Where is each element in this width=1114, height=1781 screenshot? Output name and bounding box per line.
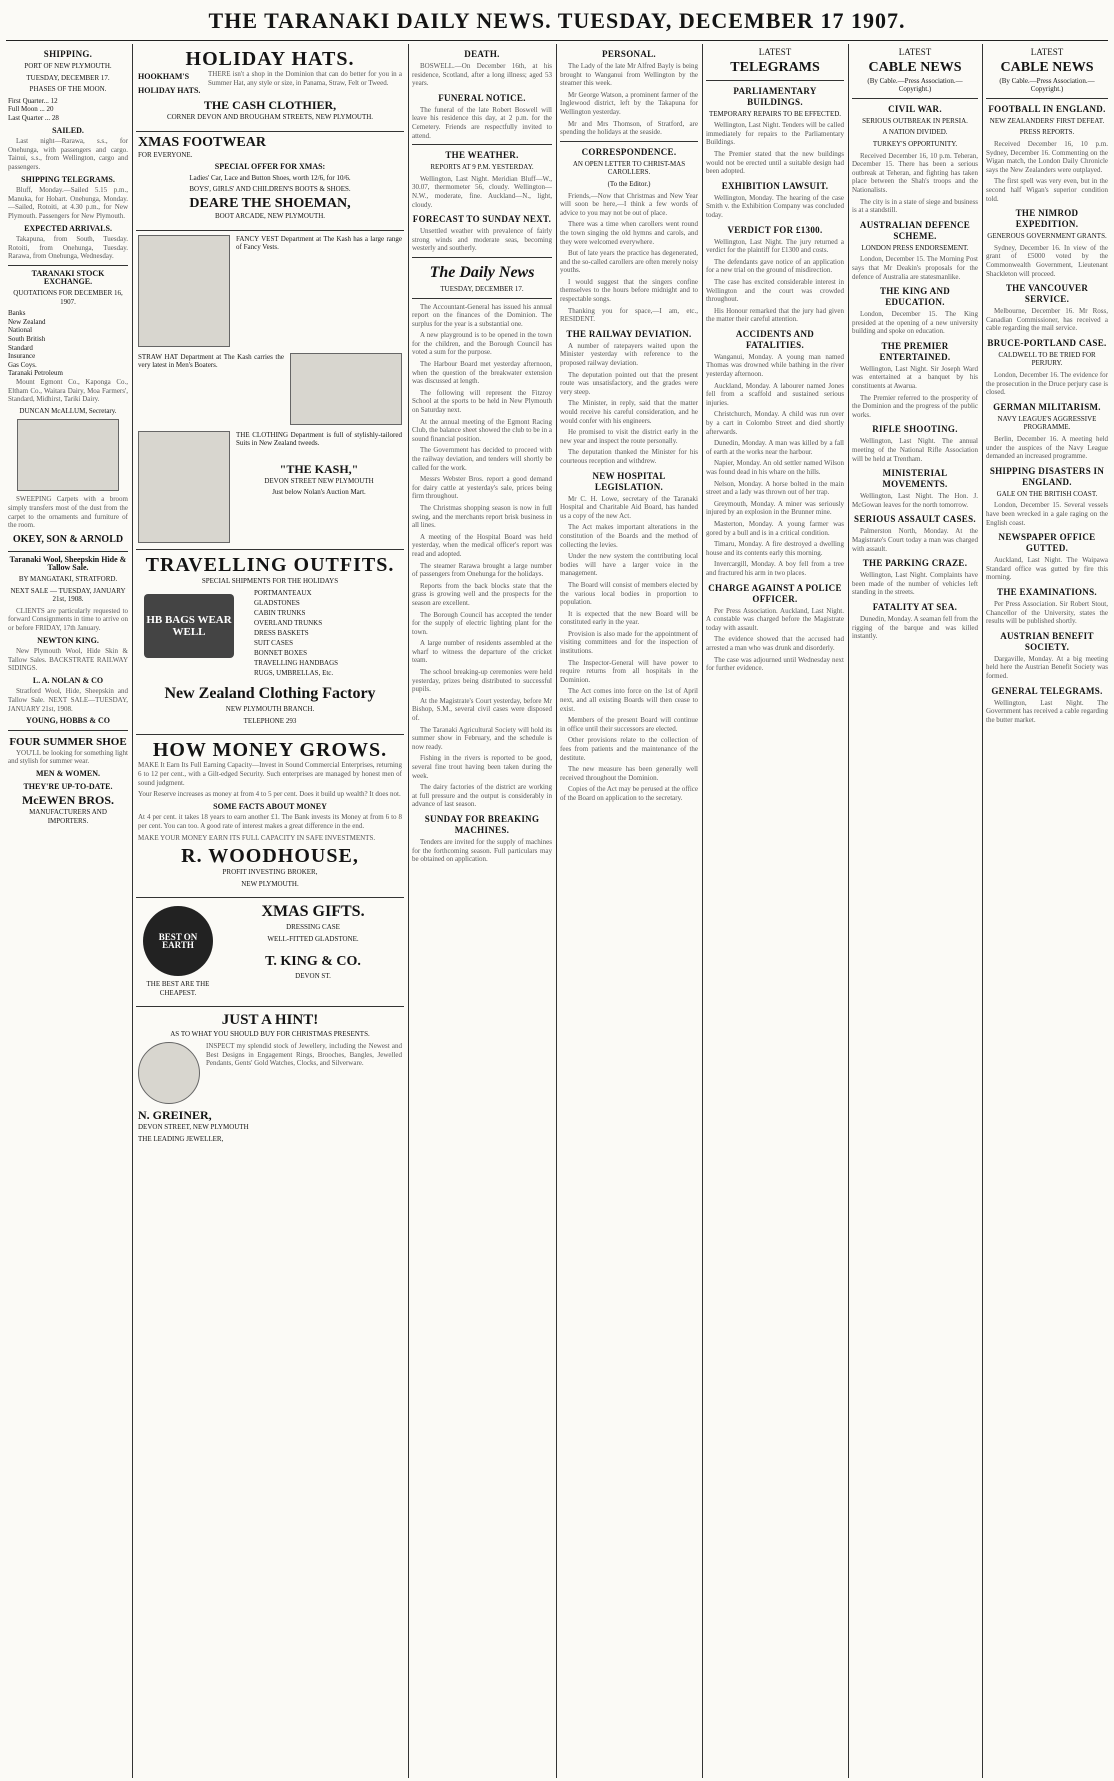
- stock-row: Insurance: [8, 352, 36, 361]
- king-edu-heading: THE KING AND EDUCATION.: [879, 286, 951, 308]
- travel-items-list: [234, 588, 402, 678]
- parliament-heading: PARLIAMENTARY BUILDINGS.: [733, 85, 817, 107]
- body-text: Napier, Monday. An old settler named Wilson was found dead in his whare on the hills.: [706, 459, 844, 476]
- divider: [852, 98, 978, 99]
- uptodate: THEY'RE UP-TO-DATE.: [23, 781, 113, 791]
- body-text: Mr George Watson, a prominent farmer of the Inglewood district, left by the Takapuna for Wellington yesterday.: [560, 90, 698, 116]
- correspondence-heading: CORRESPONDENCE.: [581, 146, 677, 157]
- body-text: London, December 15. The King presided at the opening of a new university building and spoke on education.: [852, 310, 978, 336]
- nolan-co: L. A. NOLAN & CO: [32, 675, 104, 685]
- body-text: At 4 per cent. it takes 18 years to earn another £1. The Bank invests its Money at from 6 to 8 per cent. You can too. A good rate of interest makes a great difference in the end.: [138, 813, 402, 830]
- body-text: Friends,—Now that Christmas and New Year will soon be here,—I think a few words of advice to you may not be out of place.: [560, 191, 698, 217]
- hint-sub: AS TO WHAT YOU SHOULD BUY FOR CHRISTMAS PRESENTS.: [170, 1030, 370, 1039]
- divider: [8, 551, 128, 552]
- sailed-heading: SAILED.: [52, 125, 84, 135]
- latest-label: LATEST: [1030, 47, 1064, 57]
- hospital-heading: NEW HOSPITAL LEGISLATION.: [592, 470, 666, 492]
- death-heading: DEATH.: [464, 49, 500, 59]
- moon-row: Last Quarter ... 28: [8, 113, 59, 122]
- body-text: Mount Egmont Co., Kaponga Co., Eltham Co., Waitara Dairy, Moa Farmers', Standard, Midhirst, Tariki Dairy.: [8, 378, 128, 404]
- gladstone: WELL-FITTED GLADSTONE.: [267, 934, 359, 943]
- body-text: The Act comes into force on the 1st of April next, and all existing Boards will then cease to exist.: [560, 687, 698, 713]
- body-text: Received December 16, 10 p.m. Teheran, December 15. There has been a serious outbreak at Teheran, and fighting has taken place between the Shah's troops and the Nationalists.: [852, 151, 978, 194]
- body-text: The city is in a state of siege and business is at a standstill.: [852, 197, 978, 215]
- arrivals-heading: EXPECTED ARRIVALS.: [24, 223, 112, 233]
- assault-heading: SERIOUS ASSAULT CASES.: [854, 514, 976, 525]
- bag-illustration: HB BAGS WEAR WELL: [144, 594, 234, 658]
- sunday-heading: SUNDAY FOR BREAKING MACHINES.: [424, 813, 540, 835]
- body-text: The following will represent the Fitzroy School at the sports to be held in New Plymouth on Saturday next.: [412, 388, 552, 415]
- xmas-gifts-ad: [136, 898, 404, 1007]
- body-text: Received December 16, 10 p.m. Sydney, December 16. Commenting on the Wigan match, the London Daily Chronicle says the New Zealanders were outplayed.: [986, 139, 1108, 174]
- body-text: Members of the present Board will continue in office until their successors are elected.: [560, 716, 698, 733]
- body-text: CLIENTS are particularly requested to forward Consignments in time to arrive on or before FRIDAY, 17th January.: [8, 606, 128, 632]
- press-report-sub: PRESS REPORTS.: [1019, 128, 1075, 137]
- body-text: But of late years the practice has degenerated, and the so-called carollers are often merely noisy youths.: [560, 249, 698, 275]
- moon-row: First Quarter... 12: [8, 96, 58, 105]
- cable-news-title: CABLE NEWS: [868, 59, 962, 75]
- persia-sub: SERIOUS OUTBREAK IN PERSIA.: [862, 116, 968, 125]
- column-rule: [408, 44, 409, 1778]
- body-text: Last night—Rarawa, s.s., for Onehunga, with passengers and cargo. Tainui, s.s., from Wellington, cargo and passengers.: [8, 137, 128, 171]
- body-text: The steamer Rarawa brought a large number of passengers from Onehunga for the holidays.: [412, 561, 552, 579]
- body-text: Bluff, Monday.—Sailed 5.15 p.m., Manuka, for Hobart. Onehunga, Monday.—Sailed, Rotoiti, at 4.30 p.m., for New Plymouth. Passengers for New Plymouth.: [8, 186, 128, 220]
- body-text: Invercargill, Monday. A boy fell from a tree and fractured his arm in two places.: [706, 560, 844, 577]
- body-text: SWEEPING Carpets with a broom simply transfers most of the dust from the carpet to the ornaments and furniture of the room.: [8, 495, 128, 530]
- travelling-sub: SPECIAL SHIPMENTS FOR THE HOLIDAYS: [201, 576, 339, 585]
- body-text: The Accountant-General has issued his annual report on the finances of the Dominion. The surplus for the year is a substantial one.: [412, 302, 552, 328]
- telephone: TELEPHONE 293: [243, 716, 297, 725]
- exhibition-heading: EXHIBITION LAWSUIT.: [721, 180, 829, 191]
- body-text: London, December 15. Several vessels have been wrecked in a gale raging on the English coast.: [986, 501, 1108, 527]
- body-text: A large number of residents assembled at the wharf to witness the departure of the cricket team.: [412, 639, 552, 665]
- body-text: A meeting of the Hospital Board was held yesterday, when the medical officer's report was read and adopted.: [412, 532, 552, 558]
- travel-item: RUGS, UMBRELLAS, Etc.: [254, 669, 334, 678]
- stock-row: Banks: [8, 309, 26, 318]
- okey-son-arnold: OKEY, SON & ARNOLD: [12, 533, 124, 545]
- issue-date: TUESDAY, DECEMBER 17.: [440, 284, 524, 293]
- body-text: INSPECT my splendid stock of Jewellery, including the Newest and Best Designs in Engagement Rings, Brooches, Bangles, Jewelled Pendants, Gents' Gold Watches, Clocks, and Silverware.: [206, 1042, 402, 1068]
- cash-clothier: THE CASH CLOTHIER,: [203, 98, 337, 112]
- xmas-footwear-title: XMAS FOOTWEAR: [138, 134, 266, 150]
- body-text: Stratford Wool, Hide, Sheepskin and Tallow Sale. NEXT SALE—TUESDAY, JANUARY 21st, 1908.: [8, 687, 128, 713]
- straw-hat-illustration: [290, 353, 402, 425]
- body-text: A number of ratepayers waited upon the Minister yesterday with reference to the proposed railway deviation.: [560, 341, 698, 368]
- body-text: London, December 15. The Morning Post says that Mr Deakin's proposals for the defence of Australia are statesmanlike.: [852, 255, 978, 281]
- telegrams-heading: SHIPPING TELEGRAMS.: [21, 174, 115, 184]
- body-text: The Act makes important alterations in the constitution of the Boards and the method of collecting the levies.: [560, 523, 698, 549]
- body-text: Dunedin, Monday. A man was killed by a fall of earth at the works near the harbour.: [706, 439, 844, 456]
- body-text: Wellington, Last Night. The annual meeting of the National Rifle Association will be held at Trentham.: [852, 437, 978, 463]
- woodhouse-address: NEW PLYMOUTH.: [241, 879, 299, 888]
- body-text: BOSWELL.—On December 16th, at his residence, Scotland, after a long illness; aged 53 years.: [412, 62, 552, 88]
- hookham-label: HOOKHAM'S HOLIDAY HATS.: [138, 72, 201, 95]
- austrian-heading: AUSTRIAN BENEFIT SOCIETY.: [1000, 630, 1094, 652]
- body-text: It is expected that the new Board will be constituted early in the year.: [560, 609, 698, 627]
- greiner-sub: THE LEADING JEWELLER,: [138, 1134, 224, 1143]
- masthead-title: THE TARANAKI DAILY NEWS. TUESDAY, DECEMBER 17 1907.: [208, 8, 906, 33]
- body-text: The defendants gave notice of an application for a new trial on the ground of misdirection.: [706, 257, 844, 275]
- body-text: Palmerston North, Monday. At the Magistrate's Court today a man was charged with assault.: [852, 527, 978, 553]
- stock-row: Gas Coys.: [8, 360, 37, 369]
- wool-heading: Taranaki Wool, Sheepskin Hide & Tallow Sale.: [9, 554, 127, 573]
- kash-ad: [136, 231, 404, 550]
- body-text: New Plymouth Wool, Hide Skin & Tallow Sales. BACKSTRATE RAILWAY SIDINGS.: [8, 647, 128, 673]
- body-text: Per Press Association. Auckland, Last Night. A constable was charged before the Magistrate today with assault.: [706, 606, 844, 632]
- stock-row: New Zealand: [8, 317, 46, 326]
- newspaper-heading: NEWSPAPER OFFICE GUTTED.: [998, 532, 1096, 554]
- cable-sub: (By Cable.—Press Association.—Copyright.): [867, 76, 963, 94]
- latest-label: LATEST: [758, 47, 792, 57]
- grants-sub: GENEROUS GOVERNMENT GRANTS.: [987, 232, 1107, 241]
- fancy-vest-text: FANCY VEST Department at The Kash has a large range of Fancy Vests.: [236, 234, 402, 252]
- disasters-heading: SHIPPING DISASTERS IN ENGLAND.: [989, 465, 1105, 487]
- body-text: Wellington, Last Night. Sir Joseph Ward was entertained at a banquet by his constituents at Awarua.: [852, 364, 978, 391]
- best-subline: THE BEST ARE THE CHEAPEST.: [146, 980, 210, 997]
- column-rule: [132, 44, 133, 1778]
- column-telegrams: [706, 44, 844, 1778]
- body-text: Sydney, December 16. In view of the grant of £5000 voted by the Commonwealth Government, Lieutenant Shackleton will proceed.: [986, 243, 1108, 278]
- shipping-heading: SHIPPING.: [43, 49, 93, 59]
- body-text: Auckland, Last Night. The Waipawa Standard office was gutted by fire this morning.: [986, 556, 1108, 582]
- stock-heading: TARANAKI STOCK EXCHANGE.: [31, 268, 105, 287]
- body-text: The Lady of the late Mr Alfred Bayly is being brought to Wanganui from Wellington by the steamer this week.: [560, 62, 698, 88]
- nz-clothing-factory: New Zealand Clothing Factory: [164, 685, 376, 703]
- stock-row: South British: [8, 335, 46, 344]
- column-cable-news-2: [986, 44, 1108, 1778]
- slippers-line: Ladies' Car, Lace and Button Shoes, worth 12/6, for 10/6.: [189, 173, 351, 182]
- stock-subheading: QUOTATIONS FOR DECEMBER 16, 1907.: [13, 289, 123, 306]
- personal-heading: PERSONAL.: [602, 49, 656, 59]
- travel-item: BONNET BOXES: [254, 649, 307, 658]
- hint-title: JUST A HINT!: [221, 1012, 319, 1029]
- suit-illustration: [138, 431, 230, 543]
- civil-war-heading: CIVIL WAR.: [888, 103, 942, 114]
- column-notices: [412, 44, 552, 1778]
- parking-heading: THE PARKING CRAZE.: [862, 558, 968, 569]
- railway-heading: THE RAILWAY DEVIATION.: [566, 328, 692, 339]
- holiday-hats-ad: [136, 44, 404, 132]
- divider: [8, 730, 128, 731]
- verdict-heading: VERDICT FOR £1300.: [727, 224, 823, 235]
- kash-subline: Just below Nolan's Auction Mart.: [272, 488, 366, 497]
- body-text: I would suggest that the singers confine themselves to the hours before midnight and to respectable songs.: [560, 277, 698, 304]
- divider: [412, 257, 552, 258]
- body-text: Wellington, Last Night. Meridian Bluff—W., 30.07, thermometer 56, cloudy. Wellington—N.W., moderate, fine. Auckland—N., light, cloudy.: [412, 174, 552, 209]
- body-text: Greymouth, Monday. A miner was seriously injured by an explosion in the Brunner mine.: [706, 499, 844, 517]
- forecast-heading: FORECAST TO SUNDAY NEXT.: [412, 214, 552, 225]
- body-text: At the annual meeting of the Egmont Racing Club, the balance sheet showed the club to be in a sound financial position.: [412, 417, 552, 443]
- body-text: Wellington, Last Night. Complaints have been made of the number of vehicles left standing in the streets.: [852, 571, 978, 597]
- fatality-heading: FATALITY AT SEA.: [872, 601, 958, 612]
- cable-sub: (By Cable.—Press Association.—Copyright.): [999, 76, 1095, 94]
- ministerial-heading: MINISTERIAL MOVEMENTS.: [882, 468, 948, 490]
- woodhouse-name: R. WOODHOUSE,: [181, 845, 359, 868]
- nation-sub: A NATION DIVIDED.: [882, 128, 948, 137]
- body-text: There was a time when carollers went round the town singing the old hymns and carols, and they were welcomed everywhere.: [560, 220, 698, 246]
- divider: [8, 265, 128, 266]
- body-text: The Minister, in reply, said that the matter would receive his careful consideration, and he would confer with his engineers.: [560, 399, 698, 425]
- divider: [412, 298, 552, 299]
- jewellery-illustration: [138, 1042, 200, 1104]
- body-text: Reports from the back blocks state that the grass is growing well and the prospects for the season are excellent.: [412, 581, 552, 607]
- body-text: Provision is also made for the appointment of visiting committees and for the inspection of institutions.: [560, 629, 698, 656]
- body-text: The deputation thanked the Minister for his courteous reception and withdrew.: [560, 448, 698, 465]
- moon-heading: PHASES OF THE MOON.: [29, 85, 107, 94]
- body-text: Messrs Webster Bros. report a good demand for dairy cattle at yesterday's sale, prices being firm throughout.: [412, 475, 552, 501]
- holiday-hats-title: HOLIDAY HATS.: [185, 48, 355, 70]
- date-line: TUESDAY, DECEMBER 17.: [26, 73, 110, 82]
- bruce-heading: BRUCE-PORTLAND CASE.: [987, 337, 1107, 348]
- body-text: Berlin, December 16. A meeting held under the auspices of the Navy League demanded an increased programme.: [986, 435, 1108, 461]
- body-text: Wellington, Last Night. The jury returned a verdict for the plaintiff for £1300 and costs.: [706, 237, 844, 255]
- open-letter: AN OPEN LETTER TO CHRIST-MAS CAROLLERS.: [572, 159, 686, 177]
- daily-news-title: The Daily News: [429, 263, 535, 281]
- young-hobbs: YOUNG, HOBBS & CO: [25, 716, 110, 726]
- kash-address: DEVON STREET NEW PLYMOUTH: [264, 476, 374, 485]
- column-correspondence: [560, 44, 698, 1778]
- london-press-sub: LONDON PRESS ENDORSEMENT.: [861, 243, 969, 252]
- weather-sub: REPORTS AT 9 P.M. YESTERDAY.: [430, 163, 534, 172]
- body-text: Thanking you for space,—I am, etc., RESIDENT.: [560, 306, 698, 324]
- how-money-grows: HOW MONEY GROWS.: [152, 739, 388, 762]
- clothing-text: THE CLOTHING Department is full of stylishly-tailored Suits in New Zealand tweeds.: [236, 430, 402, 448]
- body-text: Other provisions relate to the collection of fees from patients and the maintenance of the destitute.: [560, 736, 698, 762]
- body-text: Tenders are invited for the supply of machines for the forthcoming season. Full particulars may be obtained on application.: [412, 837, 552, 864]
- masthead-rule: [6, 40, 1108, 41]
- travel-item: TRAVELLING HANDBAGS: [254, 659, 339, 668]
- body-text: Under the new system the contributing local bodies will have a larger voice in the management.: [560, 552, 698, 578]
- greiner-address: DEVON STREET, NEW PLYMOUTH: [138, 1123, 249, 1132]
- body-text: The new measure has been generally well received throughout the Dominion.: [560, 765, 698, 782]
- travel-item: DRESS BASKETS: [254, 629, 309, 638]
- cable-news-title: CABLE NEWS: [1000, 59, 1094, 75]
- premier-heading: THE PREMIER ENTERTAINED.: [879, 340, 951, 362]
- travelling-ad: [136, 550, 404, 736]
- body-text: The Board will consist of members elected by the various local bodies in proportion to population.: [560, 580, 698, 607]
- body-text: Auckland, Monday. A labourer named Jones fell from a scaffold and sustained serious injuries.: [706, 381, 844, 407]
- nz-branch: NEW PLYMOUTH BRANCH.: [225, 705, 315, 714]
- stock-row: National: [8, 326, 33, 335]
- caldwell-sub: CALDWELL TO BE TRIED FOR PERJURY.: [998, 350, 1096, 368]
- body-text: Wellington, Monday. The hearing of the case Smith v. the Exhibition Company was concluded today.: [706, 193, 844, 219]
- port-line: PORT OF NEW PLYMOUTH.: [24, 62, 112, 70]
- body-text: The school breaking-up ceremonies were held yesterday, prizes being distributed to successful pupils.: [412, 668, 552, 694]
- kash-title: "THE KASH,": [279, 461, 359, 476]
- mcewen-bros: McEWEN BROS.: [21, 793, 114, 808]
- travelling-title: TRAVELLING OUTFITS.: [145, 553, 395, 576]
- body-text: Dargaville, Monday. At a big meeting held here the Austrian Benefit Society was formed.: [986, 654, 1108, 680]
- travel-item: SUIT CASES: [254, 639, 293, 648]
- body-text: The case was adjourned until Wednesday next for further evidence.: [706, 655, 844, 673]
- divider: [706, 80, 844, 81]
- body-text: Timaru, Monday. A fire destroyed a dwelling house and its contents early this morning.: [706, 540, 844, 557]
- moon-row: Full Moon ... 20: [8, 105, 54, 114]
- column-rule: [556, 44, 557, 1778]
- body-text: London, December 16. The evidence for the prosecution in the Druce perjury case is closed.: [986, 371, 1108, 397]
- men-women: MEN & WOMEN.: [35, 769, 101, 779]
- editor-line: (To the Editor.): [607, 179, 651, 188]
- nz-defeat-sub: NEW ZEALANDERS' FIRST DEFEAT.: [989, 116, 1105, 125]
- body-text: The Harbour Board met yesterday afternoon, when the question of the breakwater extension was discussed at length.: [412, 360, 552, 386]
- vancouver-heading: THE VANCOUVER SERVICE.: [1005, 283, 1089, 305]
- general-heading: GENERAL TELEGRAMS.: [991, 685, 1103, 696]
- body-text: The evidence showed that the accused had arrested a man who was drunk and disorderly.: [706, 635, 844, 652]
- body-text: Wanganui, Monday. A young man named Thomas was drowned while bathing in the river yesterday afternoon.: [706, 352, 844, 379]
- turkey-sub: TURKEY'S OPPORTUNITY.: [872, 139, 958, 148]
- latest-label: LATEST: [898, 47, 932, 57]
- body-text: MAKE YOUR MONEY EARN ITS FULL CAPACITY IN SAFE INVESTMENTS.: [138, 833, 376, 842]
- boys-line: BOYS', GIRLS' AND CHILDREN'S BOOTS & SHOES.: [189, 185, 351, 194]
- facts-heading: SOME FACTS ABOUT MONEY: [213, 801, 327, 811]
- for-everyone: FOR EVERYONE.: [138, 150, 193, 159]
- body-text: The dairy factories of the district are working at full pressure and the output is considerably in advance of last season.: [412, 783, 552, 809]
- body-text: The case has excited considerable interest in Wellington and the court was crowded throughout.: [706, 277, 844, 304]
- body-text: A new playground is to be opened in the town for the children, and the Borough Council has voted a sum for the purpose.: [412, 331, 552, 357]
- body-text: Nelson, Monday. A horse bolted in the main street and a lady was thrown out of her trap.: [706, 479, 844, 497]
- secretary-line: DUNCAN McALLUM, Secretary.: [19, 406, 117, 415]
- column-rule: [848, 44, 849, 1778]
- column-rule: [702, 44, 703, 1778]
- special-offer: SPECIAL OFFER FOR XMAS:: [214, 162, 326, 172]
- divider: [560, 141, 698, 142]
- body-text: Wellington, Last Night. The Government has received a cable regarding the butter market.: [986, 698, 1108, 724]
- body-text: Your Reserve increases as money at from 4 to 5 per cent. Does it build up wealth? It does not.: [138, 790, 401, 799]
- body-text: The Premier stated that the new buildings would not be erected until a suitable design had been adopted.: [706, 149, 844, 176]
- deare-shoeman: DEARE THE SHOEMAN,: [189, 195, 351, 211]
- body-text: The Christmas shopping season is now in full swing, and the merchants report brisk business in all lines.: [412, 503, 552, 530]
- navy-sub: NAVY LEAGUE'S AGGRESSIVE PROGRAMME.: [997, 414, 1097, 432]
- body-text: Unsettled weather with prevalence of fairly strong winds and moderate seas, becoming westerly and southerly.: [412, 227, 552, 253]
- body-text: He promised to visit the district early in the new year and inspect the route personally.: [560, 428, 698, 445]
- body-text: At the Magistrate's Court yesterday, before Mr Bishop, S.M., several civil cases were disposed of.: [412, 696, 552, 723]
- body-text: The first spell was very even, but in the second half Wigan's superior condition told.: [986, 177, 1108, 203]
- body-text: The Borough Council has accepted the tender for the supply of electric lighting plant for the town.: [412, 610, 552, 636]
- body-text: Christchurch, Monday. A child was run over by a cart in Colombo Street and died shortly afterwards.: [706, 410, 844, 436]
- travel-item: GLADSTONES: [254, 599, 300, 608]
- tking-address: DEVON ST.: [295, 972, 331, 981]
- body-text: Mr C. H. Lowe, secretary of the Taranaki Hospital and Charitable Aid Board, has handed us a copy of the new Act.: [560, 494, 698, 520]
- cash-address: CORNER DEVON AND BROUGHAM STREETS, NEW PLYMOUTH.: [166, 113, 374, 121]
- telegrams-title: TELEGRAMS: [730, 59, 820, 75]
- body-text: YOU'LL be looking for something light and stylish for summer wear.: [8, 748, 128, 766]
- xmas-footwear-ad: [136, 132, 404, 231]
- body-text: The Government has decided to proceed with the railway deviation, and tenders will shortly be called for the work.: [412, 446, 552, 472]
- tking-name: T. KING & CO.: [265, 954, 361, 970]
- body-text: Wellington, Last Night. Tenders will be called immediately for repairs to the Parliamentary Buildings.: [706, 121, 844, 147]
- body-text: Takapuna, from South, Tuesday. Rotoiti, from Onehunga, Tuesday. Rarawa, from Onehunga, Wednesday.: [8, 235, 128, 261]
- body-text: The Inspector-General will have power to require returns from all hospitals in the Dominion.: [560, 658, 698, 684]
- xmas-gifts-title: XMAS GIFTS.: [261, 903, 365, 921]
- best-on-earth-logo: BEST ON EARTH: [143, 906, 213, 976]
- newton-king: NEWTON KING.: [37, 635, 99, 645]
- rifle-heading: RIFLE SHOOTING.: [872, 424, 958, 435]
- travel-item: PORTMANTEAUX: [254, 589, 312, 598]
- funeral-heading: FUNERAL NOTICE.: [438, 92, 526, 103]
- vest-illustration: [138, 235, 230, 347]
- body-text: The funeral of the late Robert Boswell will leave his residence this day, at 2 p.m. for the Cemetery. Friends are respectfully invited to attend.: [412, 105, 552, 140]
- body-text: Per Press Association. Sir Robert Stout, Chancellor of the University, states the results will be published shortly.: [986, 599, 1108, 626]
- dressing-case: DRESSING CASE: [286, 923, 340, 932]
- exams-heading: THE EXAMINATIONS.: [997, 586, 1097, 597]
- accidents-heading: ACCIDENTS AND FATALITIES.: [735, 328, 815, 350]
- travel-item: OVERLAND TRUNKS: [254, 619, 323, 628]
- stock-row: Taranaki Petroleum: [8, 369, 63, 378]
- woodhouse-sub: PROFIT INVESTING BROKER,: [222, 868, 318, 877]
- mcewen-sub: MANUFACTURERS AND IMPORTERS.: [29, 808, 107, 825]
- body-text: Mr and Mrs Thomson, of Stratford, are spending the holidays at the seaside.: [560, 119, 698, 137]
- body-text: Masterton, Monday. A young farmer was gored by a bull and is in a critical condition.: [706, 519, 844, 537]
- shoe-heading: FOUR SUMMER SHOE: [9, 735, 127, 748]
- body-text: MAKE It Earn Its Full Earning Capacity—Invest in Sound Commercial Enterprises, returning 6 to 12 per cent., with a Gilt-edged Security. Such enterprises are managed by honest men of sound judgment.: [138, 761, 402, 787]
- nimrod-heading: THE NIMROD EXPEDITION.: [1015, 208, 1079, 230]
- body-text: Melbourne, December 16. Mr Ross, Canadian Commissioner, has received a cable regarding the mail service.: [986, 307, 1108, 333]
- divider: [986, 98, 1108, 99]
- body-text: THERE isn't a shop in the Dominion that can do better for you in a Summer Hat, any style or size, in Panama, Straw, Felt or Tweed.: [208, 70, 402, 87]
- militarism-heading: GERMAN MILITARISM.: [993, 401, 1101, 412]
- body-text: Fishing in the rivers is reported to be good, several fine trout having been taken during the week.: [412, 754, 552, 780]
- weather-heading: THE WEATHER.: [445, 150, 519, 161]
- body-text: Wellington, Last Night. The Hon. J. McGowan leaves for the north tomorrow.: [852, 492, 978, 509]
- travel-item: CABIN TRUNKS: [254, 609, 306, 618]
- football-heading: FOOTBALL IN ENGLAND.: [988, 103, 1106, 114]
- charge-heading: CHARGE AGAINST A POLICE OFFICER.: [708, 582, 842, 604]
- sweeper-illustration: [17, 419, 119, 491]
- body-text: The deputation pointed out that the present route was unsatisfactory, and the grades were very steep.: [560, 370, 698, 396]
- body-text: Dunedin, Monday. A seaman fell from the rigging of the barque and was killed instantly.: [852, 614, 978, 641]
- defence-heading: AUSTRALIAN DEFENCE SCHEME.: [859, 219, 971, 241]
- money-ad: [136, 735, 404, 898]
- greiner-name: N. GREINER,: [138, 1108, 212, 1123]
- body-text: His Honour remarked that the jury had given the matter their careful attention.: [706, 306, 844, 324]
- straw-hat-text: STRAW HAT Department at The Kash carries the very latest in Men's Boaters.: [138, 352, 284, 370]
- stock-row: Standard: [8, 343, 33, 352]
- column-rule: [982, 44, 983, 1778]
- wool-subheading: BY MANGATAKI, STRATFORD.: [18, 574, 118, 583]
- column-advertisements: [136, 44, 404, 1778]
- divider: [412, 144, 552, 145]
- gale-sub: GALE ON THE BRITISH COAST.: [996, 489, 1098, 498]
- body-text: The Premier referred to the prosperity of the Dominion and the progress of the public works.: [852, 393, 978, 419]
- body-text: The Taranaki Agricultural Society will hold its summer show in February, and the schedule is now ready.: [412, 725, 552, 751]
- hint-ad: [136, 1007, 404, 1152]
- column-shipping: [8, 44, 128, 1778]
- deare-sub: BOOT ARCADE, NEW PLYMOUTH.: [214, 211, 326, 220]
- column-cable-news-1: [852, 44, 978, 1778]
- body-text: Copies of the Act may be perused at the office of the Board on application to the secretary.: [560, 785, 698, 802]
- sale-line: NEXT SALE — TUESDAY, JANUARY 21st, 1908.: [10, 586, 126, 604]
- parliament-sub: TEMPORARY REPAIRS TO BE EFFECTED.: [708, 109, 842, 118]
